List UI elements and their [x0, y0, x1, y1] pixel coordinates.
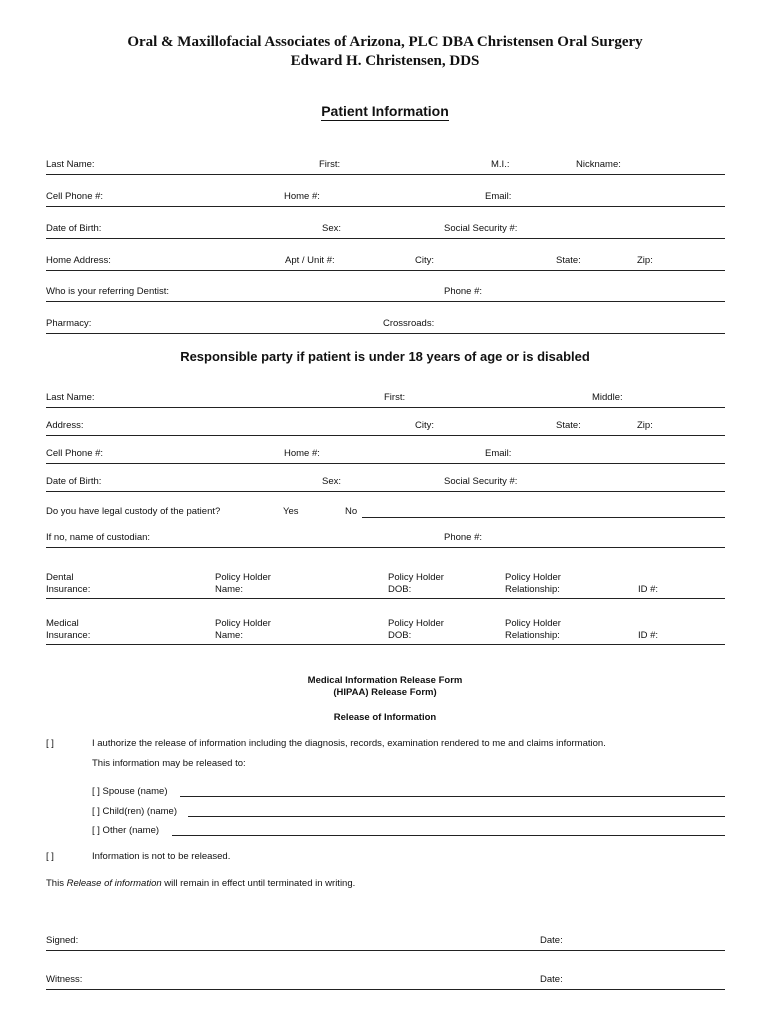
page-title — [0, 103, 770, 119]
medical-ph-dob-line1: Policy Holder — [388, 618, 444, 629]
dental-insurance-row[interactable] — [46, 572, 725, 599]
patient-address-row[interactable] — [46, 253, 725, 271]
custodian-phone-label: Phone #: — [444, 532, 483, 543]
email-label: Email: — [485, 191, 512, 202]
page-title-text: Patient Information — [321, 103, 449, 119]
effect-pre: This — [46, 878, 67, 889]
resp-dob-label: Date of Birth: — [46, 476, 102, 487]
crossroads-label: Crossroads: — [383, 318, 435, 329]
medical-ph-rel-line1: Policy Holder — [505, 618, 561, 629]
effect-italic: Release of information — [66, 878, 162, 889]
custodian-label: If no, name of custodian: — [46, 532, 151, 543]
release-section-title: Release of Information — [333, 712, 437, 723]
custody-line — [362, 517, 725, 518]
resp-name-row[interactable] — [46, 390, 725, 408]
resp-address-label: Address: — [46, 420, 84, 431]
pharmacy-label: Pharmacy: — [46, 318, 92, 329]
medical-ph-name-line2: Name: — [215, 630, 243, 641]
signed-row[interactable] — [46, 933, 725, 951]
other-row[interactable] — [92, 825, 725, 837]
authorize-checkbox[interactable]: [ ] — [46, 738, 54, 749]
release-form-title: Medical Information Release Form — [307, 675, 463, 686]
referring-phone-label: Phone #: — [444, 286, 483, 297]
medical-ph-rel-line2: Relationship: — [505, 630, 560, 641]
mi-label: M.I.: — [491, 159, 510, 170]
practice-name: Oral & Maxillofacial Associates of Arizona, PLC DBA Christensen Oral Surgery — [127, 34, 643, 50]
pharmacy-row[interactable] — [46, 316, 725, 334]
dental-ph-dob-line1: Policy Holder — [388, 572, 444, 583]
dental-ph-name-line1: Policy Holder — [215, 572, 271, 583]
sex-label: Sex: — [322, 223, 342, 234]
state-label: State: — [556, 255, 581, 266]
children-row[interactable] — [92, 806, 725, 818]
custody-row[interactable] — [46, 504, 725, 519]
resp-ssn-label: Social Security #: — [444, 476, 518, 487]
may-release-text: This information may be released to: — [92, 758, 246, 769]
children-line — [188, 816, 725, 817]
resp-email-label: Email: — [485, 448, 512, 459]
ssn-label: Social Security #: — [444, 223, 518, 234]
resp-zip-label: Zip: — [637, 420, 653, 431]
custodian-row[interactable] — [46, 530, 725, 548]
resp-middle-label: Middle: — [592, 392, 623, 403]
spouse-row[interactable] — [92, 786, 725, 798]
apt-label: Apt / Unit #: — [285, 255, 335, 266]
resp-state-label: State: — [556, 420, 581, 431]
medical-id-label: ID #: — [638, 630, 659, 641]
custody-question: Do you have legal custody of the patient? — [46, 506, 221, 517]
effect-post: will remain in effect until terminated in writing. — [161, 878, 356, 889]
dental-ph-rel-line2: Relationship: — [505, 584, 560, 595]
resp-dob-row[interactable] — [46, 474, 725, 492]
resp-city-label: City: — [415, 420, 434, 431]
children-label: [ ] Child(ren) (name) — [92, 806, 177, 817]
doctor-name: Edward H. Christensen, DDS — [290, 53, 480, 69]
medical-ph-name-line1: Policy Holder — [215, 618, 271, 629]
resp-contact-row[interactable] — [46, 446, 725, 464]
other-line — [172, 835, 725, 836]
patient-dob-row[interactable] — [46, 221, 725, 239]
medical-ph-dob-line2: DOB: — [388, 630, 412, 641]
medical-insurance-label — [46, 618, 90, 642]
dental-line2: Insurance: — [46, 584, 91, 595]
resp-home-label: Home #: — [284, 448, 320, 459]
medical-ph-dob-label — [388, 618, 444, 642]
referring-dentist-row[interactable] — [46, 284, 725, 302]
dental-line1: Dental — [46, 572, 74, 583]
referring-dentist-label: Who is your referring Dentist: — [46, 286, 170, 297]
authorize-text: I authorize the release of information including the diagnosis, records, examination rendered to me and claims information. — [92, 738, 606, 749]
dental-ph-rel-label — [505, 572, 561, 596]
effect-statement — [46, 878, 355, 889]
medical-ph-rel-label — [505, 618, 561, 642]
custody-yes[interactable]: Yes — [283, 506, 299, 517]
custody-no[interactable]: No — [345, 506, 358, 517]
spouse-line — [180, 796, 725, 797]
resp-address-row[interactable] — [46, 418, 725, 436]
nickname-label: Nickname: — [576, 159, 621, 170]
spouse-label: [ ] Spouse (name) — [92, 786, 168, 797]
first-name-label: First: — [319, 159, 341, 170]
home-phone-label: Home #: — [284, 191, 320, 202]
witness-row[interactable] — [46, 972, 725, 990]
signed-label: Signed: — [46, 935, 79, 946]
dental-ph-rel-line1: Policy Holder — [505, 572, 561, 583]
medical-insurance-row[interactable] — [46, 618, 725, 645]
zip-label: Zip: — [637, 255, 653, 266]
other-label: [ ] Other (name) — [92, 825, 160, 836]
home-address-label: Home Address: — [46, 255, 111, 266]
dental-ph-name-line2: Name: — [215, 584, 243, 595]
resp-first-label: First: — [384, 392, 406, 403]
not-released-text: Information is not to be released. — [92, 851, 231, 862]
city-label: City: — [415, 255, 434, 266]
signed-date-label: Date: — [540, 935, 563, 946]
dental-ph-dob-line2: DOB: — [388, 584, 412, 595]
dental-ph-name-label — [215, 572, 271, 596]
resp-last-name-label: Last Name: — [46, 392, 95, 403]
patient-contact-row[interactable] — [46, 189, 725, 207]
dental-id-label: ID #: — [638, 584, 659, 595]
witness-label: Witness: — [46, 974, 83, 985]
patient-name-row[interactable] — [46, 157, 725, 175]
responsible-heading: Responsible party if patient is under 18 years of age or is disabled — [180, 349, 590, 364]
witness-date-label: Date: — [540, 974, 563, 985]
dob-label: Date of Birth: — [46, 223, 102, 234]
not-released-checkbox[interactable]: [ ] — [46, 851, 54, 862]
medical-line2: Insurance: — [46, 630, 91, 641]
resp-sex-label: Sex: — [322, 476, 342, 487]
dental-insurance-label — [46, 572, 90, 596]
release-form-subtitle: (HIPAA) Release Form) — [333, 687, 437, 698]
cell-phone-label: Cell Phone #: — [46, 191, 104, 202]
medical-line1: Medical — [46, 618, 79, 629]
medical-ph-name-label — [215, 618, 271, 642]
dental-ph-dob-label — [388, 572, 444, 596]
last-name-label: Last Name: — [46, 159, 95, 170]
resp-cell-label: Cell Phone #: — [46, 448, 104, 459]
